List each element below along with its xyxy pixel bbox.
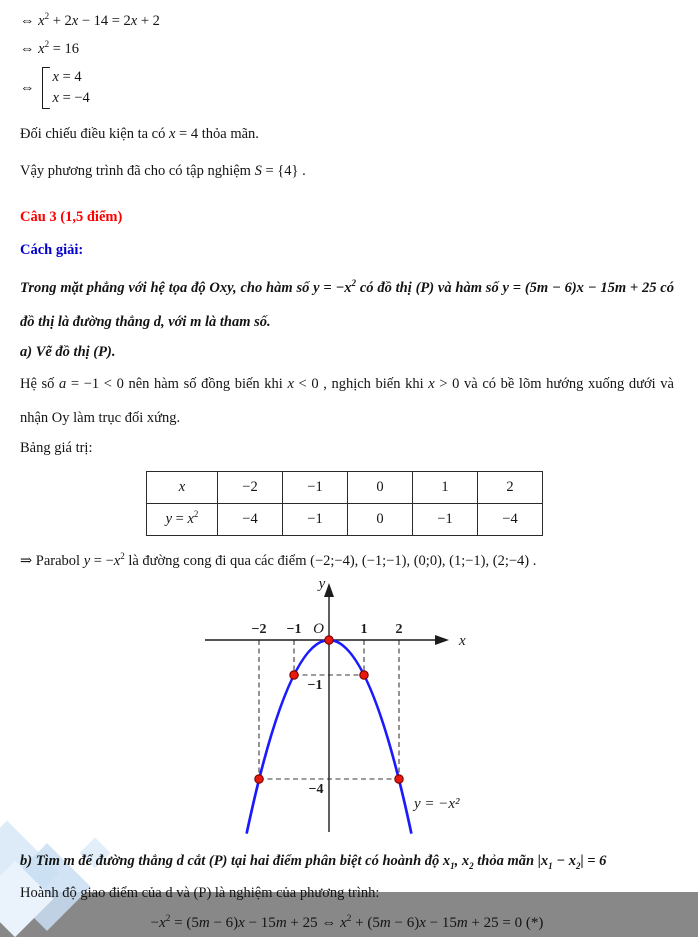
- table-cell: 1: [413, 472, 478, 504]
- system-line-2: x = −4: [52, 90, 90, 106]
- problem-statement-line-2: đồ thị là đường thẳng d, với m là tham số.: [20, 314, 271, 330]
- x-axis-label: x: [459, 633, 466, 649]
- method-heading: Cách giải:: [20, 242, 84, 258]
- value-table-label: Bảng giá trị:: [20, 440, 93, 456]
- table-cell: −1: [283, 472, 348, 504]
- table-cell: −1: [283, 504, 348, 536]
- x-tick-label: 1: [360, 622, 368, 637]
- y-axis-label: y: [318, 576, 326, 592]
- x-tick-label: −2: [251, 622, 267, 637]
- curve-equation-label: y = −x²: [414, 796, 460, 812]
- table-cell: −1: [413, 504, 478, 536]
- table-cell: 0: [348, 504, 413, 536]
- intersection-line: Hoành độ giao điểm của d và (P) là nghiệm của phương trình:: [20, 885, 380, 901]
- table-cell-x-label: x: [147, 472, 218, 504]
- final-equation: $-x^2 = (5m - 6)x - 15m + 25$ ⇔ $x^2 + (5m - 6)x - 15m + 25 = 0$ (*): [150, 914, 544, 931]
- data-point: [360, 671, 368, 679]
- x-tick-label: −1: [286, 622, 302, 637]
- parabola-graph: [178, 574, 674, 844]
- equation-system: [20, 66, 674, 110]
- y-axis-arrow-icon: [324, 583, 334, 597]
- table-cell: 0: [348, 472, 413, 504]
- y-value-label: −4: [308, 782, 324, 797]
- table-cell-y-label: $y = x^2$: [147, 504, 218, 536]
- equation-step-1: ⇔ $x^2 + 2x - 14 = 2x + 2$: [20, 11, 160, 29]
- table-row-y: [147, 504, 543, 536]
- table-cell: −4: [478, 504, 543, 536]
- system-bracket: [42, 66, 90, 110]
- table-cell: 2: [478, 472, 543, 504]
- analysis-line-1: Hệ số a = −1 < 0 nên hàm số đồng biến khi x < 0 , nghịch biến khi x > 0 và có bề lõm hướng xuống dưới và: [20, 376, 674, 392]
- value-table: [146, 471, 543, 536]
- x-tick-label: 2: [395, 622, 403, 637]
- system-line-1: x = 4: [52, 69, 82, 85]
- question-heading: Câu 3 (1,5 điểm): [20, 209, 123, 225]
- data-point: [395, 775, 403, 783]
- y-value-label: −1: [307, 678, 323, 693]
- data-point: [290, 671, 298, 679]
- part-a-heading: a) Vẽ đồ thị (P).: [20, 344, 116, 360]
- solution-set-line: Vậy phương trình đã cho có tập nghiệm S = {4} .: [20, 163, 306, 179]
- parabola-note: ⇒ Parabol $y = -x^2$ là đường cong đi qua các điểm (−2;−4), (−1;−1), (0;0), (1;−1), (2;−4) .: [20, 551, 537, 569]
- equation-step-2: ⇔ $x^2 = 16$: [20, 39, 79, 57]
- data-point-origin: [325, 636, 333, 644]
- table-row-x: [147, 472, 543, 504]
- analysis-line-2: nhận Oy làm trục đối xứng.: [20, 410, 181, 426]
- x-axis-arrow-icon: [435, 635, 449, 645]
- data-point: [255, 775, 263, 783]
- table-cell: −4: [218, 504, 283, 536]
- part-b-heading: b) Tìm m để đường thẳng d cắt (P) tại hai điểm phân biệt có hoành độ $x_1$, $x_2$ thỏa mãn $|x_1 - x_2| = 6$: [20, 853, 607, 871]
- problem-statement-line-1: Trong mặt phẳng với hệ tọa độ Oxy, cho hàm số $y = -x^2$ có đồ thị (P) và hàm số y = (5m − 6)x − 15m + 25 có: [20, 278, 674, 296]
- table-cell: −2: [218, 472, 283, 504]
- condition-check-line: Đối chiếu điều kiện ta có x = 4 thỏa mãn.: [20, 126, 259, 142]
- equivalence-arrow: ⇔: [20, 79, 35, 96]
- origin-label: O: [313, 621, 324, 637]
